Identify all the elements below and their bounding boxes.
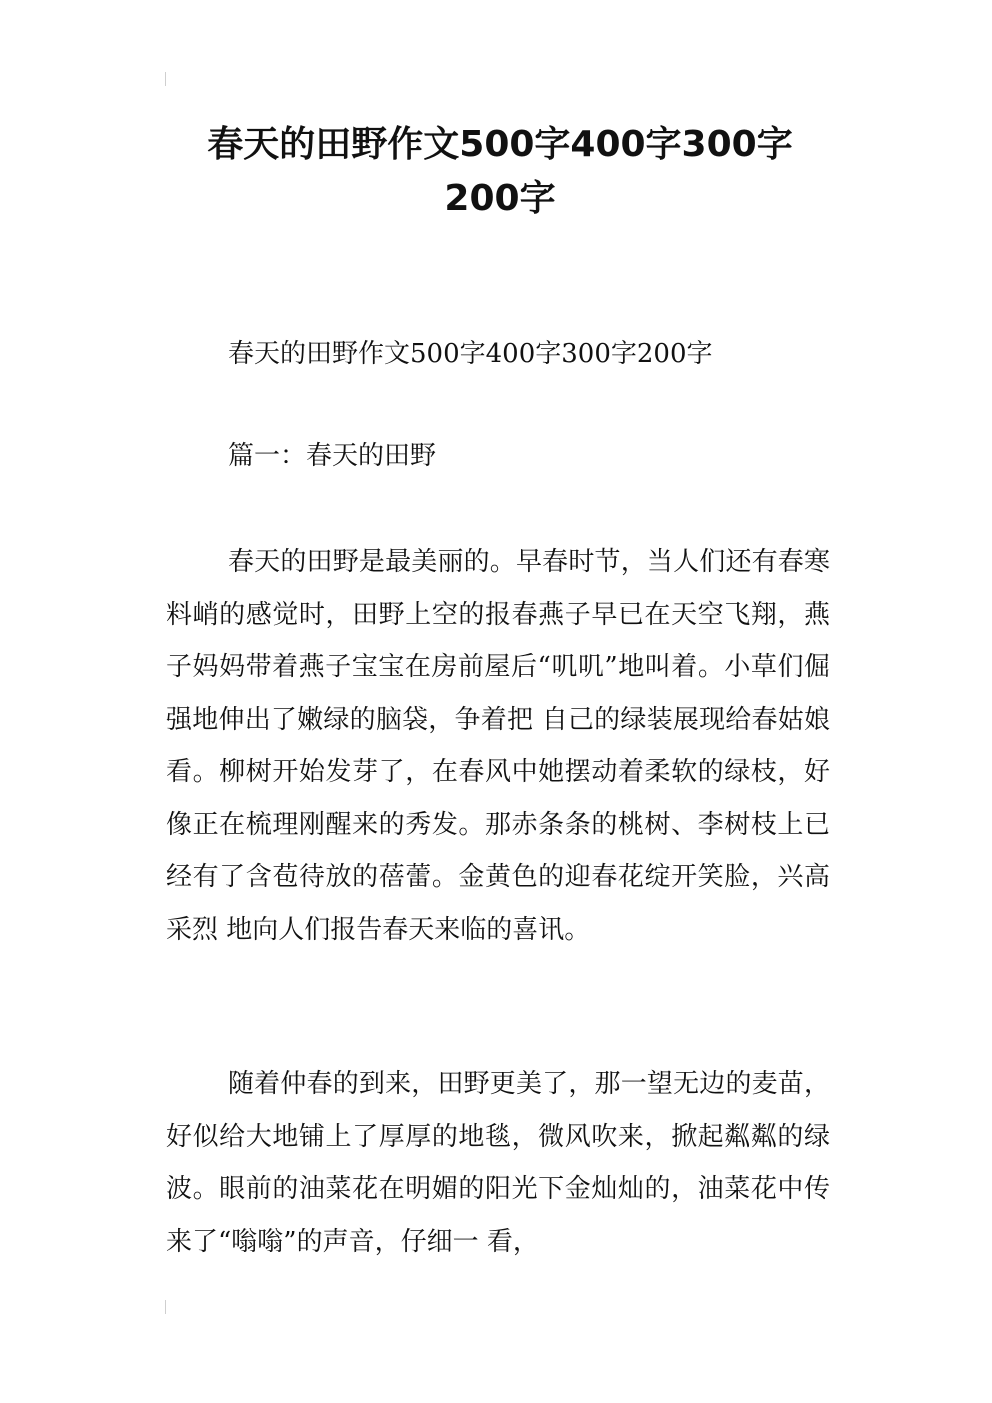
section-heading: 篇一：春天的田野 [228,441,437,471]
body-paragraph-2: 随着仲春的到来，田野更美了，那一望无边的麦苗，好似给大地铺上了厚厚的地毯，微风吹来，掀起粼粼的绿波。眼前的油菜花在明媚的阳光下金灿灿的，油菜花中传来了“嗡嗡”的声音，仔细一 看， [166,1069,830,1257]
page-corner-mark-top [165,72,166,86]
page-corner-mark-bottom [165,1300,166,1314]
document-title [150,118,850,226]
document-title-line-2: 200字 [444,178,556,219]
document-title-line-1: 春天的田野作文500字400字300字 [207,124,793,165]
document-subtitle: 春天的田野作文500字400字300字200字 [228,339,713,369]
body-paragraph-1: 春天的田野是最美丽的。早春时节，当人们还有春寒料峭的感觉时，田野上空的报春燕子早已在天空飞翔，燕子妈妈带着燕子宝宝在房前屋后“叽叽”地叫着。小草们倔强地伸出了嫩绿的脑袋，争着把 自己的绿装展现给春姑娘看。柳树开始发芽了，在春风中她摆动着柔软的绿枝，好像正在梳理刚醒来的秀发。那赤条条的桃树、李树枝上已经有了含苞待放的蓓蕾。金黄色的迎春花绽开笑脸，兴高采烈 地向人们报告春天来临的喜讯。 [166,547,830,945]
